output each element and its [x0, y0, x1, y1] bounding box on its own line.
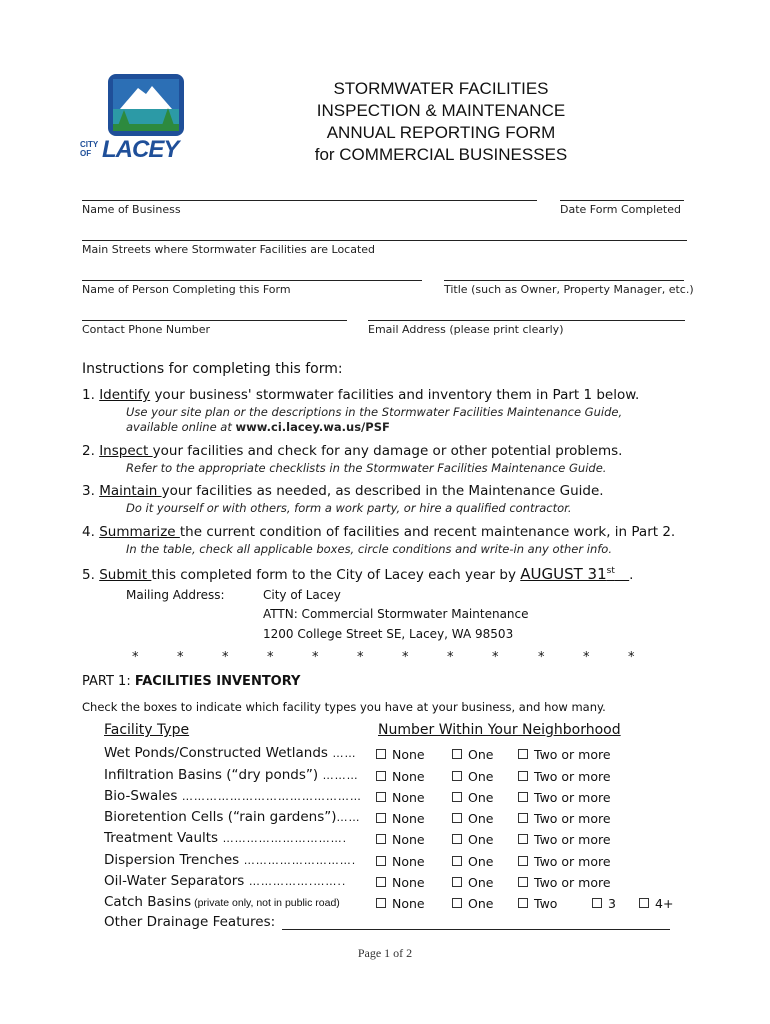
star: * — [583, 650, 590, 665]
option-label: None — [392, 896, 425, 911]
psf-link[interactable]: www.ci.lacey.wa.us/PSF — [235, 420, 390, 434]
title-line-3: ANNUAL REPORTING FORM — [326, 123, 556, 142]
option-label: None — [392, 875, 425, 890]
leader-dots: ……………………………………… — [177, 790, 362, 803]
checkbox-icon[interactable] — [452, 856, 462, 866]
step-2-number: 2. — [82, 443, 95, 459]
leader-dots: …… — [336, 811, 361, 824]
option-three-checkbox[interactable] — [592, 896, 616, 911]
option-label: One — [468, 875, 494, 890]
option-two-more-checkbox[interactable] — [518, 832, 611, 847]
step-1 — [82, 387, 639, 403]
step-4-number: 4. — [82, 524, 95, 540]
option-label: Two or more — [534, 875, 611, 890]
step-1-sub-1: Use your site plan or the descriptions in the Stormwater Facilities Maintenance Guide, — [126, 405, 623, 419]
option-label: None — [392, 747, 425, 762]
phone-label: Contact Phone Number — [82, 323, 211, 336]
title-line-1: STORMWATER FACILITIES — [333, 79, 549, 98]
option-none-checkbox[interactable] — [376, 811, 425, 826]
facility-name: Catch Basins — [104, 894, 192, 910]
person-name-line[interactable] — [82, 280, 422, 281]
facility-row — [104, 745, 356, 761]
step-4 — [82, 524, 675, 540]
step-5 — [82, 565, 633, 583]
option-four-plus-checkbox[interactable] — [639, 896, 673, 911]
star: * — [357, 650, 364, 665]
email-line[interactable] — [368, 320, 685, 321]
option-label: Two — [534, 896, 558, 911]
option-two-more-checkbox[interactable] — [518, 769, 611, 784]
checkbox-icon[interactable] — [518, 898, 528, 908]
person-name-label: Name of Person Completing this Form — [82, 283, 291, 296]
option-label: Two or more — [534, 854, 611, 869]
star: * — [222, 650, 229, 665]
checkbox-icon[interactable] — [452, 898, 462, 908]
facility-name: Wet Ponds/Constructed Wetlands — [104, 745, 328, 761]
mailing-line-3: 1200 College Street SE, Lacey, WA 98503 — [263, 627, 514, 641]
option-none-checkbox[interactable] — [376, 769, 425, 784]
checkbox-icon[interactable] — [376, 834, 386, 844]
other-drainage-line[interactable] — [282, 929, 670, 930]
phone-line[interactable] — [82, 320, 347, 321]
option-one-checkbox[interactable] — [452, 832, 493, 847]
option-label: One — [468, 790, 494, 805]
option-label: One — [468, 747, 494, 762]
mailing-line-1: City of Lacey — [263, 588, 341, 602]
option-none-checkbox[interactable] — [376, 896, 425, 911]
star: * — [177, 650, 184, 665]
option-label: One — [468, 896, 494, 911]
option-two-more-checkbox[interactable] — [518, 875, 611, 890]
step-4-verb: Summarize — [99, 524, 180, 540]
facility-note: (private only, not in public road) — [191, 897, 340, 909]
option-none-checkbox[interactable] — [376, 875, 425, 890]
option-one-checkbox[interactable] — [452, 811, 493, 826]
star: * — [447, 650, 454, 665]
logo-city-text: CITY OF — [80, 140, 99, 158]
facility-name: Treatment Vaults — [104, 830, 219, 846]
form-title — [250, 78, 632, 166]
checkbox-icon[interactable] — [452, 877, 462, 887]
facility-name: Bioretention Cells (“rain gardens”) — [104, 809, 337, 825]
option-two-more-checkbox[interactable] — [518, 790, 611, 805]
leader-dots: …………….…….. — [244, 875, 347, 888]
leader-dots: ……… — [318, 769, 359, 782]
other-drainage-label: Other Drainage Features: — [104, 914, 276, 930]
step-2-verb: Inspect — [99, 443, 153, 459]
logo-lacey-text: LACEY — [102, 136, 179, 163]
leader-dots: …… — [327, 747, 357, 760]
option-label: None — [392, 769, 425, 784]
checkbox-icon[interactable] — [376, 898, 386, 908]
option-label: One — [468, 854, 494, 869]
business-name-line[interactable] — [82, 200, 537, 201]
step-3-number: 3. — [82, 483, 95, 499]
mailing-line-2: ATTN: Commercial Stormwater Maintenance — [263, 607, 529, 621]
checkbox-icon[interactable] — [452, 813, 462, 823]
step-4-sub: In the table, check all applicable boxes, circle conditions and write-in any other info. — [126, 542, 612, 556]
facility-name: Infiltration Basins (“dry ponds”) — [104, 767, 319, 783]
option-label: None — [392, 790, 425, 805]
step-1-text: your business' stormwater facilities and inventory them in Part 1 below. — [150, 387, 640, 403]
option-label: Two or more — [534, 769, 611, 784]
facility-row — [104, 809, 361, 825]
option-label: Two or more — [534, 811, 611, 826]
col-number: Number Within Your Neighborhood — [378, 722, 621, 738]
step-4-text: the current condition of facilities and recent maintenance work, in Part 2. — [179, 524, 676, 540]
option-label: Two or more — [534, 832, 611, 847]
option-one-checkbox[interactable] — [452, 790, 493, 805]
option-label: None — [392, 832, 425, 847]
leader-dots: ………………………. — [239, 854, 357, 867]
step-1-number: 1. — [82, 387, 95, 403]
star: * — [132, 650, 139, 665]
step-3-text: your facilities as needed, as described in the Maintenance Guide. — [161, 483, 604, 499]
option-label: One — [468, 832, 494, 847]
star: * — [492, 650, 499, 665]
option-label: None — [392, 854, 425, 869]
facility-row — [104, 788, 362, 804]
option-two-checkbox[interactable] — [518, 896, 557, 911]
part1-instruction: Check the boxes to indicate which facility types you have at your business, and how many. — [82, 700, 606, 714]
facility-name: Oil-Water Separators — [104, 873, 245, 889]
checkbox-icon[interactable] — [452, 792, 462, 802]
checkbox-icon[interactable] — [452, 834, 462, 844]
checkbox-icon[interactable] — [376, 813, 386, 823]
checkbox-icon[interactable] — [452, 771, 462, 781]
option-two-more-checkbox[interactable] — [518, 811, 611, 826]
person-title-label: Title (such as Owner, Property Manager, etc.) — [444, 283, 694, 296]
business-name-label: Name of Business — [82, 203, 181, 216]
page-number: Page 1 of 2 — [357, 946, 413, 960]
part1-title: FACILITIES INVENTORY — [134, 674, 301, 689]
step-2 — [82, 443, 622, 459]
main-streets-label: Main Streets where Stormwater Facilities are Located — [82, 243, 376, 256]
checkbox-icon[interactable] — [376, 771, 386, 781]
star: * — [402, 650, 409, 665]
option-none-checkbox[interactable] — [376, 854, 425, 869]
step-5-end: . — [629, 567, 634, 583]
star: * — [628, 650, 635, 665]
option-one-checkbox[interactable] — [452, 875, 493, 890]
facility-row — [104, 852, 356, 868]
option-one-checkbox[interactable] — [452, 747, 493, 762]
part1-label: PART 1: — [82, 674, 135, 689]
checkbox-icon[interactable] — [518, 792, 528, 802]
step-5-text: this completed form to the City of Lacey each year by — [151, 567, 521, 583]
main-streets-line[interactable] — [82, 240, 687, 241]
checkbox-icon[interactable] — [518, 877, 528, 887]
email-label: Email Address (please print clearly) — [368, 323, 564, 336]
facility-row — [104, 894, 340, 910]
deadline-text: AUGUST 31 — [520, 565, 607, 583]
person-title-line[interactable] — [444, 280, 684, 281]
checkbox-icon[interactable] — [376, 749, 386, 759]
checkbox-icon[interactable] — [452, 749, 462, 759]
star: * — [538, 650, 545, 665]
col-facility-type: Facility Type — [104, 722, 190, 738]
option-one-checkbox[interactable] — [452, 769, 493, 784]
date-completed-line[interactable] — [560, 200, 684, 201]
leader-dots: …………………………. — [218, 832, 348, 845]
checkbox-icon[interactable] — [518, 856, 528, 866]
option-one-checkbox[interactable] — [452, 896, 493, 911]
step-3 — [82, 483, 604, 499]
option-label: One — [468, 769, 494, 784]
checkbox-icon[interactable] — [376, 792, 386, 802]
option-label: 4+ — [655, 896, 674, 911]
facility-name: Dispersion Trenches — [104, 852, 240, 868]
checkbox-icon[interactable] — [518, 771, 528, 781]
facility-row — [104, 767, 359, 783]
option-two-more-checkbox[interactable] — [518, 854, 611, 869]
checkbox-icon[interactable] — [518, 749, 528, 759]
step-3-sub: Do it yourself or with others, form a work party, or hire a qualified contractor. — [126, 501, 572, 515]
step-1-verb: Identify — [99, 387, 151, 403]
instructions-heading: Instructions for completing this form: — [82, 361, 343, 377]
option-label: One — [468, 811, 494, 826]
option-label: 3 — [608, 896, 616, 911]
mailing-label: Mailing Address: — [126, 588, 225, 602]
option-none-checkbox[interactable] — [376, 832, 425, 847]
step-1-sub-2 — [126, 420, 390, 434]
facility-row — [104, 830, 347, 846]
step-5-number: 5. — [82, 567, 95, 583]
step-2-text: your facilities and check for any damage or other potential problems. — [152, 443, 623, 459]
option-label: None — [392, 811, 425, 826]
step-3-verb: Maintain — [99, 483, 162, 499]
option-none-checkbox[interactable] — [376, 747, 425, 762]
part1-heading — [82, 674, 300, 689]
option-label: Two or more — [534, 747, 611, 762]
city-of-lacey-logo — [80, 72, 186, 164]
checkbox-icon[interactable] — [376, 856, 386, 866]
date-completed-label: Date Form Completed — [560, 203, 681, 216]
option-none-checkbox[interactable] — [376, 790, 425, 805]
checkbox-icon[interactable] — [639, 898, 649, 908]
step-2-sub: Refer to the appropriate checklists in the Stormwater Facilities Maintenance Guide. — [126, 461, 607, 475]
facility-name: Bio-Swales — [104, 788, 178, 804]
facility-row — [104, 873, 346, 889]
step-5-verb: Submit — [99, 567, 152, 583]
option-label: Two or more — [534, 790, 611, 805]
star: * — [312, 650, 319, 665]
title-line-4: for COMMERCIAL BUSINESSES — [314, 145, 568, 164]
option-one-checkbox[interactable] — [452, 854, 493, 869]
checkbox-icon[interactable] — [518, 834, 528, 844]
step-1-sub-2-text: available online at — [126, 420, 236, 434]
star: * — [267, 650, 274, 665]
option-two-more-checkbox[interactable] — [518, 747, 611, 762]
deadline — [520, 565, 629, 583]
checkbox-icon[interactable] — [592, 898, 602, 908]
deadline-sup: st — [606, 566, 615, 576]
checkbox-icon[interactable] — [518, 813, 528, 823]
title-line-2: INSPECTION & MAINTENANCE — [316, 101, 566, 120]
checkbox-icon[interactable] — [376, 877, 386, 887]
